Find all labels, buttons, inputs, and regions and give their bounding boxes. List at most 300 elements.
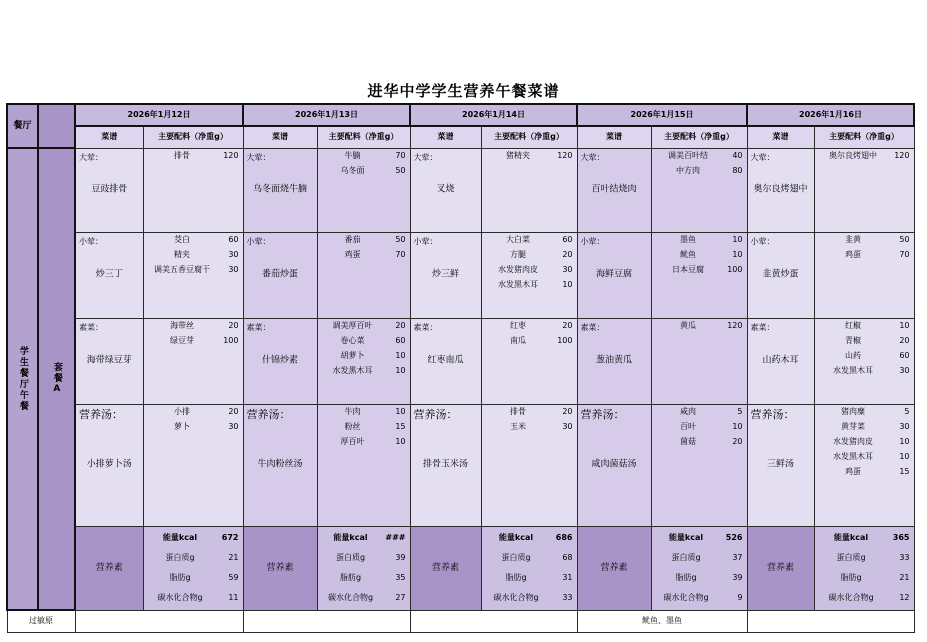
nutrition-name: 蛋白质g	[501, 553, 531, 563]
dish-name: 叉烧	[436, 184, 455, 195]
ingredient-cell	[814, 232, 914, 318]
ingredient-qty: 30	[228, 250, 239, 260]
nutrition-name: 碳水化合物g	[493, 593, 539, 603]
ingredient-name: 猪精夹	[506, 150, 530, 160]
column-header-row	[7, 126, 914, 148]
ingredient-name: 南瓜	[510, 335, 526, 345]
ingredient-qty: 10	[732, 235, 743, 245]
canteen-label: 餐厅	[7, 104, 38, 148]
dish-cell	[410, 318, 481, 404]
ingredient-list	[482, 149, 577, 164]
allergen-row	[7, 610, 914, 632]
ingredient-name: 墨鱼	[680, 234, 696, 244]
ingredient-name: 水发猪肉皮	[833, 436, 873, 446]
ingredient-list	[318, 405, 410, 450]
ingredient-cell	[317, 318, 410, 404]
ingredient-list	[318, 149, 410, 179]
dish-name: 百叶结烧肉	[591, 184, 637, 195]
ingredient-list	[815, 319, 914, 379]
ingredient-name: 黄瓜	[680, 320, 696, 330]
nutrition-name: 碳水化合物g	[327, 593, 374, 603]
nutrition-item	[652, 528, 747, 548]
ingredient-item	[322, 420, 406, 435]
ingredient-qty: 10	[395, 351, 406, 361]
ingredient-item	[486, 263, 573, 278]
ingredient-list	[652, 405, 747, 450]
ingredient-qty: 70	[395, 250, 406, 260]
ingredient-item	[322, 319, 406, 334]
ingredient-qty: 10	[899, 321, 910, 331]
day-date: 2026年1月14日	[410, 104, 577, 126]
ingredient-qty: 30	[899, 422, 910, 432]
ingredient-list	[144, 319, 243, 349]
nutrition-values	[317, 526, 410, 610]
ingredient-name: 乌冬面	[340, 165, 365, 175]
section-row-veg	[7, 318, 914, 404]
category-label: 大荤：	[750, 152, 775, 162]
dish-name: 山药木耳	[762, 355, 799, 366]
ingredient-list	[144, 405, 243, 435]
nutrition-value: 59	[228, 573, 239, 583]
section-row-main	[7, 148, 914, 232]
nutrition-value: 33	[899, 553, 910, 563]
nutrition-value: 11	[228, 593, 239, 603]
ingredient-qty: 10	[899, 452, 910, 462]
ingredient-qty: 40	[732, 151, 743, 161]
ingredient-item	[486, 420, 573, 435]
ingredient-item	[656, 263, 743, 278]
ingredient-item	[486, 149, 573, 164]
ingredient-cell	[481, 148, 577, 232]
dish-name: 葱油黄瓜	[595, 355, 632, 366]
ingredient-qty: 50	[899, 235, 910, 245]
nutrition-value: 31	[562, 573, 573, 583]
ingredient-name: 鸡蛋	[845, 466, 861, 476]
ingredient-cell	[481, 404, 577, 526]
dish-name: 炒三丁	[95, 269, 123, 280]
ingredient-cell	[814, 318, 914, 404]
col-ingredient-header: 主要配料（净重g）	[481, 126, 577, 148]
ingredient-item	[486, 278, 573, 293]
section-row-minor	[7, 232, 914, 318]
ingredient-item	[322, 233, 406, 248]
day-date: 2026年1月12日	[75, 104, 243, 126]
nutrition-item	[144, 528, 243, 548]
ingredient-qty: 30	[562, 422, 573, 432]
nutrition-item	[144, 568, 243, 588]
ingredient-qty: 20	[562, 407, 573, 417]
category-label: 素菜：	[79, 322, 103, 332]
ingredient-qty: 10	[395, 437, 406, 447]
dish-name: 什锦炒素	[261, 355, 298, 366]
ingredient-name: 青椒	[845, 335, 861, 345]
ingredient-name: 牛肉	[344, 406, 361, 416]
ingredient-cell	[651, 148, 747, 232]
dish-cell	[747, 404, 814, 526]
dish-cell	[410, 148, 481, 232]
col-dish-header: 菜谱	[747, 126, 814, 148]
ingredient-name: 黄芽菜	[841, 421, 865, 431]
nutrition-name: 脂肪g	[840, 573, 862, 583]
ingredient-name: 茭白	[174, 234, 190, 244]
col-ingredient-header: 主要配料（净重g）	[651, 126, 747, 148]
col-ingredient-header: 主要配料（净重g）	[143, 126, 243, 148]
ingredient-qty: 50	[395, 166, 406, 176]
ingredient-name: 鸡蛋	[344, 249, 361, 259]
ingredient-item	[819, 319, 910, 334]
category-label: 营养汤：	[413, 407, 458, 421]
nutrition-value: 21	[228, 553, 239, 563]
meal-label	[7, 148, 38, 610]
ingredient-qty: 70	[395, 151, 406, 161]
ingredient-name: 红椒	[845, 320, 861, 330]
nutrition-row	[7, 526, 914, 610]
ingredient-cell	[143, 404, 243, 526]
dish-name: 咸肉菌菇汤	[591, 459, 637, 470]
dish-cell	[75, 404, 143, 526]
ingredient-item	[656, 164, 743, 179]
nutrition-label: 营养素	[410, 526, 481, 610]
col-ingredient-header: 主要配料（净重g）	[814, 126, 914, 148]
allergen-value: 鱿鱼、墨鱼	[577, 610, 747, 632]
allergen-value	[75, 610, 243, 632]
ingredient-qty: 30	[899, 366, 910, 376]
dish-cell	[75, 232, 143, 318]
ingredient-name: 水发黑木耳	[833, 365, 873, 375]
col-dish-header: 菜谱	[577, 126, 651, 148]
col-dish-header: 菜谱	[75, 126, 143, 148]
ingredient-cell	[651, 232, 747, 318]
nutrition-name: 碳水化合物g	[663, 593, 709, 603]
dish-name: 豆豉排骨	[91, 184, 128, 195]
ingredient-item	[148, 263, 239, 278]
nutrition-values	[481, 526, 577, 610]
ingredient-name: 萝卜	[174, 421, 190, 431]
nutrition-value: 686	[555, 533, 573, 543]
category-label: 小荤：	[79, 236, 103, 246]
ingredient-list	[482, 233, 577, 293]
nutrition-value: 27	[395, 593, 406, 603]
nutrition-value: 672	[221, 533, 239, 543]
ingredient-name: 山药	[845, 350, 861, 360]
ingredient-list	[318, 233, 410, 263]
category-label: 营养汤：	[750, 407, 795, 421]
ingredient-name: 水发黑木耳	[498, 279, 538, 289]
nutrition-value: 21	[899, 573, 910, 583]
nutrition-values	[143, 526, 243, 610]
col-ingredient-header: 主要配料（净重g）	[317, 126, 410, 148]
nutrition-value: 35	[395, 573, 406, 583]
ingredient-item	[656, 405, 743, 420]
ingredient-item	[819, 233, 910, 248]
category-label: 素菜：	[413, 322, 438, 332]
ingredient-name: 排骨	[174, 150, 190, 160]
ingredient-qty: 10	[732, 422, 743, 432]
ingredient-name: 排骨	[510, 406, 526, 416]
ingredient-qty: 20	[732, 437, 743, 447]
ingredient-item	[486, 405, 573, 420]
category-label: 小荤：	[246, 236, 271, 246]
nutrition-item	[652, 568, 747, 588]
nutrition-name: 蛋白质g	[836, 553, 866, 563]
ingredient-name: 日本豆腐	[672, 264, 704, 274]
nutrition-item	[318, 588, 410, 608]
nutrition-name: 能量kcal	[833, 533, 869, 543]
ingredient-name: 鱿鱼	[680, 249, 696, 259]
ingredient-name: 红枣	[510, 320, 526, 330]
nutrition-value: 68	[562, 553, 573, 563]
ingredient-list	[318, 319, 410, 379]
category-label: 营养汤：	[246, 407, 291, 421]
ingredient-qty: 30	[228, 422, 239, 432]
ingredient-name: 水发黑木耳	[332, 365, 373, 375]
ingredient-qty: 60	[228, 235, 239, 245]
menu-table	[6, 103, 915, 633]
ingredient-qty: 10	[732, 250, 743, 260]
ingredient-item	[148, 405, 239, 420]
nutrition-name: 碳水化合物g	[157, 593, 203, 603]
ingredient-item	[656, 319, 743, 334]
ingredient-qty: 10	[562, 280, 573, 290]
ingredient-item	[322, 149, 406, 164]
nutrition-name: 蛋白质g	[335, 553, 366, 563]
col-dish-header: 菜谱	[410, 126, 481, 148]
ingredient-name: 韭黄	[845, 234, 861, 244]
section-row-soup	[7, 404, 914, 526]
ingredient-qty: 120	[557, 151, 573, 161]
ingredient-name: 海带丝	[170, 320, 194, 330]
ingredient-name: 调美厚百叶	[332, 320, 373, 330]
ingredient-qty: 5	[904, 407, 910, 417]
ingredient-item	[656, 149, 743, 164]
dish-cell	[410, 404, 481, 526]
dish-cell	[577, 232, 651, 318]
nutrition-value: 9	[737, 593, 743, 603]
ingredient-list	[144, 149, 243, 164]
nutrition-item	[815, 568, 914, 588]
dish-cell	[75, 148, 143, 232]
nutrition-value: 12	[899, 593, 910, 603]
allergen-value	[410, 610, 577, 632]
ingredient-item	[322, 248, 406, 263]
ingredient-name: 厚百叶	[340, 436, 365, 446]
ingredient-name: 粉丝	[344, 421, 361, 431]
ingredient-qty: 20	[228, 407, 239, 417]
nutrition-item	[815, 548, 914, 568]
ingredient-item	[148, 420, 239, 435]
dish-cell	[747, 318, 814, 404]
nutrition-item	[144, 548, 243, 568]
ingredient-qty: 60	[562, 235, 573, 245]
ingredient-qty: 20	[899, 336, 910, 346]
nutrition-item	[482, 588, 577, 608]
ingredient-name: 奥尔良烤翅中	[829, 150, 877, 160]
ingredient-qty: 10	[899, 437, 910, 447]
category-label: 大荤：	[580, 152, 605, 162]
ingredient-qty: 100	[223, 336, 239, 346]
dish-name: 排骨玉米汤	[422, 459, 468, 470]
dish-cell	[747, 232, 814, 318]
category-label: 素菜：	[750, 322, 775, 332]
ingredient-list	[652, 149, 747, 179]
dish-cell	[577, 318, 651, 404]
ingredient-qty: 80	[732, 166, 743, 176]
dish-cell	[747, 148, 814, 232]
ingredient-qty: 100	[727, 265, 743, 275]
nutrition-name: 能量kcal	[162, 533, 198, 543]
ingredient-qty: 100	[557, 336, 573, 346]
ingredient-name: 方腿	[510, 249, 526, 259]
page-title: 进华中学学生营养午餐菜谱	[367, 82, 560, 100]
ingredient-name: 猪肉糜	[841, 406, 865, 416]
nutrition-values	[814, 526, 914, 610]
dish-cell	[410, 232, 481, 318]
category-label: 素菜：	[246, 322, 271, 332]
category-label: 大荤：	[79, 152, 103, 162]
ingredient-cell	[143, 232, 243, 318]
ingredient-qty: 5	[737, 407, 743, 417]
nutrition-values	[651, 526, 747, 610]
day-date: 2026年1月15日	[577, 104, 747, 126]
allergen-value	[243, 610, 410, 632]
nutrition-label: 营养素	[243, 526, 317, 610]
ingredient-name: 绿豆芽	[170, 335, 194, 345]
dish-name: 番茄炒蛋	[261, 269, 298, 280]
dish-cell	[243, 318, 317, 404]
nutrition-name: 蛋白质g	[671, 553, 701, 563]
dish-name: 炒三鲜	[431, 269, 459, 280]
day-date: 2026年1月13日	[243, 104, 410, 126]
ingredient-name: 中方肉	[676, 165, 700, 175]
day-date: 2026年1月16日	[747, 104, 914, 126]
ingredient-name: 卷心菜	[340, 335, 365, 345]
ingredient-list	[815, 233, 914, 263]
category-label: 营养汤：	[580, 407, 625, 421]
ingredient-name: 精夹	[174, 249, 190, 259]
ingredient-name: 鸡蛋	[845, 249, 861, 259]
nutrition-value: 526	[725, 533, 743, 543]
ingredient-qty: 20	[562, 321, 573, 331]
ingredient-name: 玉米	[510, 421, 526, 431]
nutrition-item	[815, 588, 914, 608]
nutrition-label: 营养素	[75, 526, 143, 610]
nutrition-value: ###	[385, 533, 406, 543]
dish-cell	[577, 148, 651, 232]
nutrition-name: 脂肪g	[675, 573, 697, 583]
ingredient-qty: 50	[395, 235, 406, 245]
ingredient-item	[148, 248, 239, 263]
nutrition-item	[144, 588, 243, 608]
ingredient-name: 水发黑木耳	[833, 451, 873, 461]
ingredient-item	[819, 149, 910, 164]
ingredient-item	[819, 465, 910, 480]
ingredient-item	[819, 334, 910, 349]
ingredient-item	[148, 149, 239, 164]
nutrition-item	[482, 528, 577, 548]
dish-name: 海鲜豆腐	[595, 269, 632, 280]
ingredient-item	[322, 349, 406, 364]
ingredient-item	[656, 233, 743, 248]
ingredient-list	[144, 233, 243, 278]
ingredient-item	[148, 233, 239, 248]
nutrition-item	[482, 568, 577, 588]
set-label-text: 套餐A	[51, 362, 62, 396]
ingredient-item	[322, 334, 406, 349]
dish-name: 三鲜汤	[766, 459, 794, 470]
ingredient-item	[819, 248, 910, 263]
ingredient-item	[322, 405, 406, 420]
nutrition-item	[815, 528, 914, 548]
category-label: 大荤：	[246, 152, 271, 162]
category-label: 大荤：	[413, 152, 438, 162]
ingredient-name: 大白菜	[506, 234, 530, 244]
dish-cell	[243, 232, 317, 318]
date-header-row	[7, 104, 914, 126]
ingredient-cell	[481, 318, 577, 404]
meal-label-text: 学生餐厅午餐	[17, 346, 28, 412]
ingredient-cell	[317, 232, 410, 318]
nutrition-item	[318, 548, 410, 568]
dish-name: 乌冬面烧牛腩	[252, 184, 307, 195]
nutrition-value: 37	[732, 553, 743, 563]
ingredient-item	[148, 334, 239, 349]
ingredient-qty: 70	[899, 250, 910, 260]
ingredient-item	[656, 420, 743, 435]
nutrition-name: 蛋白质g	[165, 553, 195, 563]
category-label: 小荤：	[413, 236, 438, 246]
ingredient-qty: 30	[228, 265, 239, 275]
nutrition-name: 能量kcal	[333, 533, 368, 543]
ingredient-item	[819, 450, 910, 465]
ingredient-item	[322, 435, 406, 450]
nutrition-item	[652, 588, 747, 608]
ingredient-name: 调美百叶结	[668, 150, 708, 160]
ingredient-cell	[651, 318, 747, 404]
ingredient-item	[486, 233, 573, 248]
ingredient-name: 胡萝卜	[340, 350, 365, 360]
ingredient-list	[482, 405, 577, 435]
dish-name: 红枣南瓜	[427, 355, 464, 366]
set-label	[38, 148, 75, 610]
category-label: 营养汤：	[79, 407, 123, 421]
ingredient-item	[819, 349, 910, 364]
ingredient-name: 咸肉	[680, 406, 696, 416]
ingredient-item	[486, 319, 573, 334]
ingredient-qty: 120	[894, 151, 910, 161]
ingredient-item	[486, 248, 573, 263]
ingredient-qty: 10	[395, 407, 406, 417]
nutrition-name: 碳水化合物g	[828, 593, 874, 603]
nutrition-name: 能量kcal	[498, 533, 534, 543]
ingredient-cell	[814, 148, 914, 232]
ingredient-cell	[143, 148, 243, 232]
category-label: 小荤：	[580, 236, 605, 246]
nutrition-value: 39	[395, 553, 406, 563]
ingredient-list	[815, 149, 914, 164]
ingredient-name: 百叶	[680, 421, 696, 431]
set-header-blank	[38, 104, 75, 148]
nutrition-value: 33	[562, 593, 573, 603]
ingredient-item	[819, 435, 910, 450]
dish-name: 奥尔良烤翅中	[753, 184, 808, 195]
nutrition-label: 营养素	[747, 526, 814, 610]
ingredient-item	[819, 405, 910, 420]
nutrition-item	[482, 548, 577, 568]
ingredient-cell	[143, 318, 243, 404]
ingredient-qty: 30	[562, 265, 573, 275]
ingredient-item	[819, 420, 910, 435]
dish-name: 小排萝卜汤	[86, 459, 132, 470]
